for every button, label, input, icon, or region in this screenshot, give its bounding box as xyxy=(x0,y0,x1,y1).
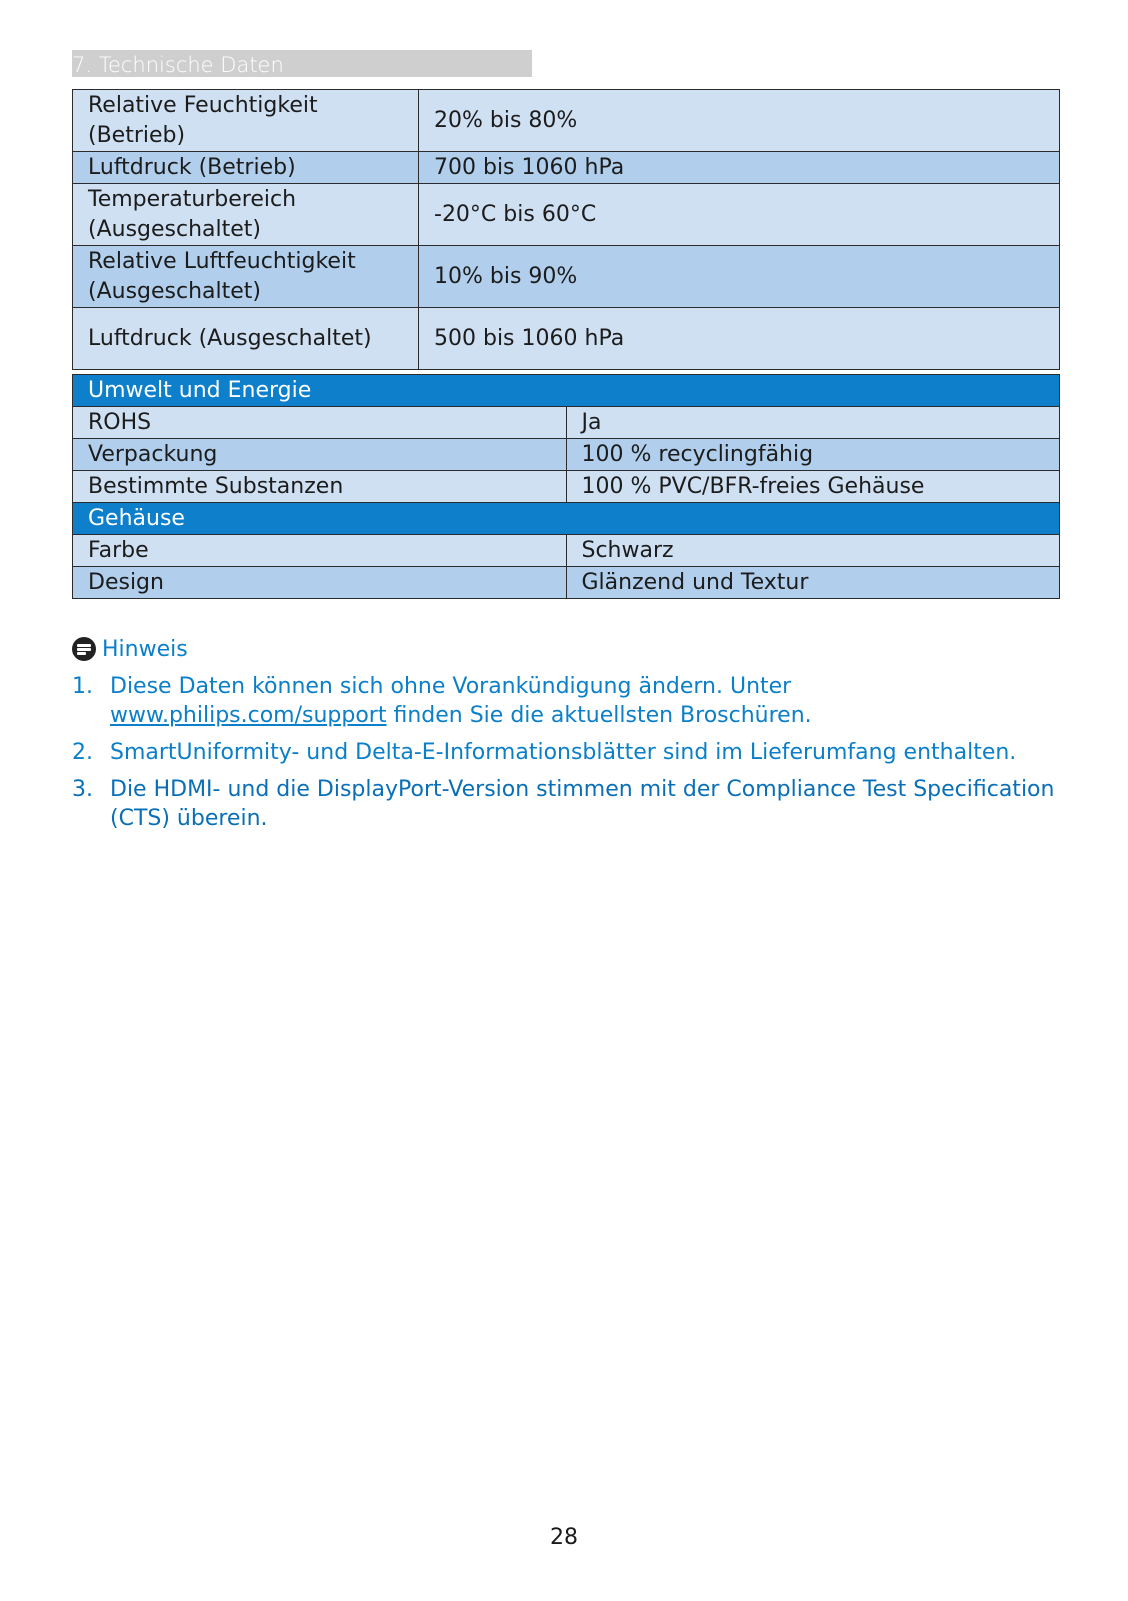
spec-value: 100 % recyclingfähig xyxy=(566,439,1060,471)
spec-label: Farbe xyxy=(73,535,567,567)
spec-value: Schwarz xyxy=(566,535,1060,567)
section-header: 7. Technische Daten xyxy=(72,50,532,77)
spec-value: 700 bis 1060 hPa xyxy=(419,152,1060,184)
spec-row xyxy=(73,246,1060,308)
group-title: Umwelt und Energie xyxy=(73,375,1060,407)
group-title: Gehäuse xyxy=(73,503,1060,535)
spec-row xyxy=(73,535,1060,567)
spec-label: Temperaturbereich (Ausgeschaltet) xyxy=(73,184,419,246)
note-item-text: Die HDMI- und die DisplayPort-Version stimmen mit der Compliance Test Specification (CTS) überein. xyxy=(110,777,1055,831)
spec-value: 20% bis 80% xyxy=(419,90,1060,152)
spec-label: Verpackung xyxy=(73,439,567,471)
spec-label: ROHS xyxy=(73,407,567,439)
spec-value: Glänzend und Textur xyxy=(566,567,1060,599)
group-header-row xyxy=(73,503,1060,535)
spec-row xyxy=(73,308,1060,370)
note-item-number: 1. xyxy=(72,674,93,699)
note-list xyxy=(72,672,1062,833)
spec-label: Design xyxy=(73,567,567,599)
spec-label: Luftdruck (Betrieb) xyxy=(73,152,419,184)
spec-label: Luftdruck (Ausgeschaltet) xyxy=(73,308,419,370)
spec-row xyxy=(73,439,1060,471)
note-item-number: 3. xyxy=(72,777,93,802)
note-heading xyxy=(72,634,1062,664)
spec-row xyxy=(73,407,1060,439)
note-item xyxy=(72,775,1062,833)
note-item-number: 2. xyxy=(72,740,93,765)
spec-row xyxy=(73,567,1060,599)
spec-table-environment-housing xyxy=(72,374,1060,599)
support-link[interactable]: www.philips.com/support xyxy=(110,703,387,728)
spec-row xyxy=(73,184,1060,246)
spec-label: Relative Luftfeuchtigkeit (Ausgeschaltet) xyxy=(73,246,419,308)
note-section xyxy=(72,634,1062,841)
spec-table-operating xyxy=(72,89,1060,370)
note-icon xyxy=(72,637,96,661)
note-item xyxy=(72,738,1062,767)
spec-value: 100 % PVC/BFR-freies Gehäuse xyxy=(566,471,1060,503)
spec-label: Bestimmte Substanzen xyxy=(73,471,567,503)
spec-label: Relative Feuchtigkeit (Betrieb) xyxy=(73,90,419,152)
group-header-row xyxy=(73,375,1060,407)
spec-value: 500 bis 1060 hPa xyxy=(419,308,1060,370)
spec-value: -20°C bis 60°C xyxy=(419,184,1060,246)
page-number: 28 xyxy=(550,1525,578,1550)
spec-row xyxy=(73,152,1060,184)
spec-row xyxy=(73,471,1060,503)
spec-value: 10% bis 90% xyxy=(419,246,1060,308)
note-item-text: Diese Daten können sich ohne Vorankündigung ändern. Unter www.philips.com/support finden Sie die aktuellsten Broschüren. xyxy=(110,674,812,728)
note-item xyxy=(72,672,1062,730)
spec-row xyxy=(73,90,1060,152)
note-item-text: SmartUniformity- und Delta-E-Informationsblätter sind im Lieferumfang enthalten. xyxy=(110,740,1017,765)
spec-value: Ja xyxy=(566,407,1060,439)
note-title: Hinweis xyxy=(102,636,188,662)
